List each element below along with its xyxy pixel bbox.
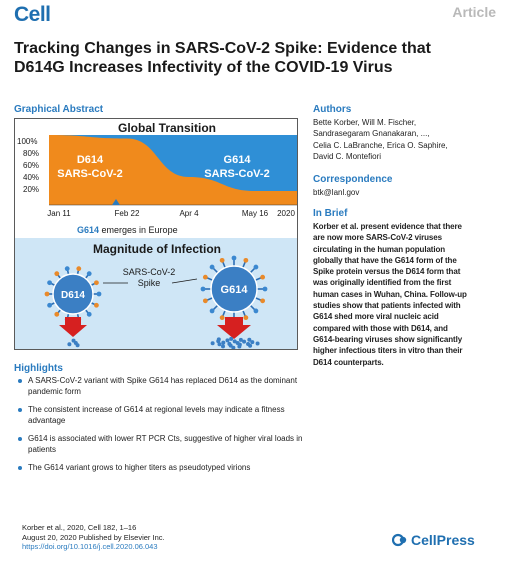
highlights-list [14,376,306,482]
correspondence-email[interactable]: btk@lanl.gov [313,188,360,197]
published-text: August 20, 2020 Published by Elsevier Inc. [22,532,165,542]
journal-logo: Cell [14,3,51,26]
in-brief-line: globally that have the G614 form of the [313,255,457,265]
g614-virus-icon [201,256,268,323]
in-brief-line: G614-bearing viruses show significantly [313,334,463,344]
graphical-abstract [14,118,298,350]
x-tick-feb22: Feb 22 [114,209,140,218]
citation-text: Korber et al., 2020, Cell 182, 1–16 [22,523,137,532]
citation-footer [22,523,165,552]
article-type-label: Article [452,4,496,20]
authors-line: Bette Korber, Will M. Fischer, [313,118,417,127]
authors-line: Celia C. LaBranche, Erica O. Saphire, [313,140,448,150]
y-tick-80: 80% [23,149,40,158]
cellpress-mark-icon [392,532,408,548]
in-brief-line: Korber et al. present evidence that there [313,222,462,231]
article-title: Tracking Changes in SARS-CoV-2 Spike: Evidence that D614G Increases Infectivity of the COVID-19 Virus [14,40,431,76]
doi-link[interactable]: https://doi.org/10.1016/j.cell.2020.06.043 [22,542,158,551]
d614-label: D614 [76,154,104,166]
highlight-item: The G614 variant grows to higher titers as pseudotyped virions [14,463,306,474]
d614-sublabel: SARS-CoV-2 [57,168,123,180]
in-brief-line: was originally identified from the first [313,278,452,288]
in-brief-text [313,221,505,368]
in-brief-line: D614 counterparts. [313,357,384,367]
highlight-item: A SARS-CoV-2 variant with Spike G614 has replaced D614 as the dominant pandemic form [14,376,306,398]
authors-heading: Authors [313,104,352,115]
panel2-title: Magnitude of Infection [93,242,221,256]
in-brief-heading: In Brief [313,208,348,219]
authors-line: Sandrasegaram Gnanakaran, ..., [313,129,430,139]
svg-text:G614: G614 [220,284,248,296]
g614-label: G614 [223,154,251,166]
in-brief-line: Spike protein versus the D614 form that [313,267,461,277]
in-brief-line: compared with those with D614, and [313,323,448,333]
spike-label-line1: SARS-CoV-2 [122,267,176,277]
g614-sublabel: SARS-CoV-2 [204,168,270,180]
authors-line: David C. Montefiori [313,151,382,161]
emerges-caption: G614 emerges in Europe [77,225,178,235]
in-brief-line: human cases in Wuhan, China. Follow-up [313,289,467,299]
y-tick-40: 40% [23,173,40,182]
bullet-icon [18,408,22,412]
in-brief-line: are now more SARS-CoV-2 viruses [313,233,442,243]
in-brief-line: studies show that patients infected with [313,301,461,311]
x-tick-may16: May 16 [241,209,269,218]
x-tick-2020: 2020 [277,209,295,218]
y-tick-60: 60% [23,161,40,170]
y-tick-100: 100% [17,137,38,146]
in-brief-line: circulating in the human population [313,244,446,254]
correspondence-heading: Correspondence [313,174,393,185]
in-brief-line: G614 shed more viral nucleic acid [313,312,439,322]
graphical-abstract-figure [15,119,298,350]
y-tick-20: 20% [23,185,40,194]
bullet-icon [18,466,22,470]
in-brief-line: higher infectious titers in vitro than their [313,346,463,356]
authors-list [313,117,505,162]
spike-label-line2: Spike [137,278,161,288]
svg-text:D614: D614 [61,290,85,301]
x-tick-jan11: Jan 11 [47,209,71,218]
panel1-title: Global Transition [117,121,217,135]
highlight-item: The consistent increase of G614 at regional levels may indicate a fitness advantage [14,405,306,427]
graphical-abstract-heading: Graphical Abstract [14,104,104,115]
highlight-item: G614 is associated with lower RT PCR Cts, suggestive of higher viral loads in patients [14,434,306,456]
bullet-icon [18,437,22,441]
cellpress-logo: CellPress [392,532,475,548]
highlights-heading: Highlights [14,363,63,374]
bullet-icon [18,379,22,383]
x-tick-apr4: Apr 4 [179,209,199,218]
